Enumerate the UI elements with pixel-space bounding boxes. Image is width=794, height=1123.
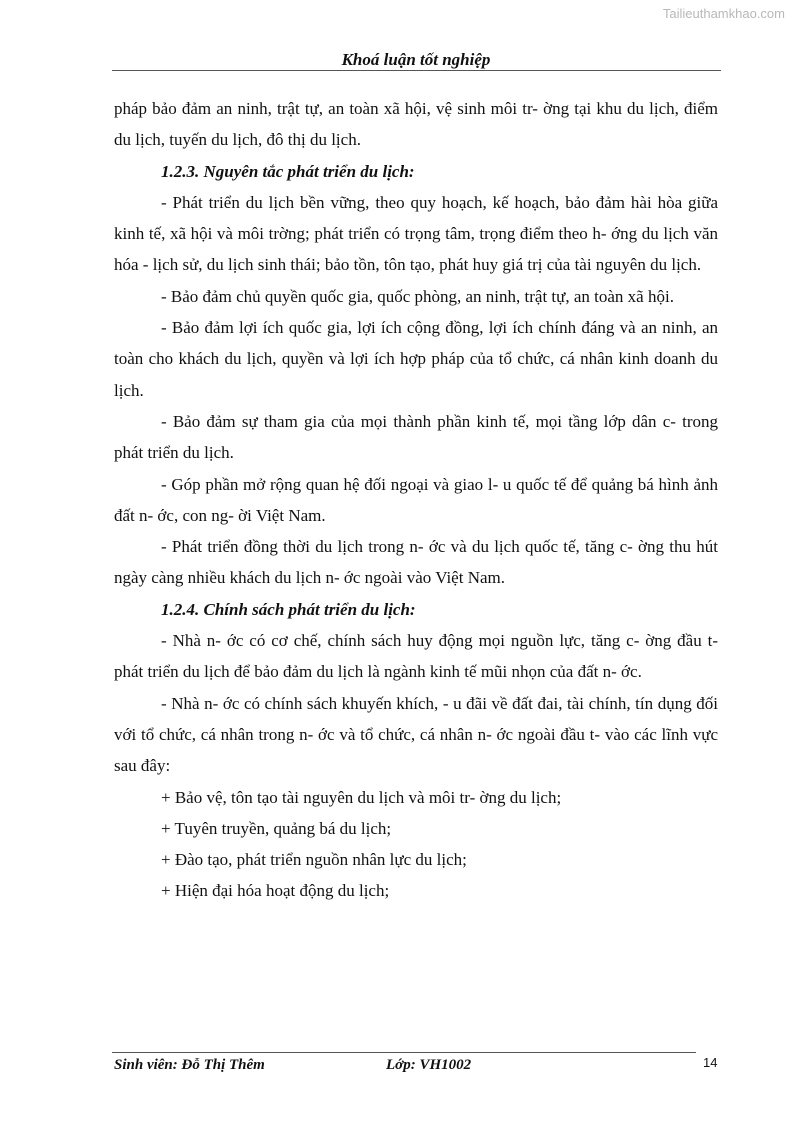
policy-sub-item: + Bảo vệ, tôn tạo tài nguyên du lịch và môi tr- ờng du lịch; <box>161 787 562 807</box>
principle-item: - Bảo đảm sự tham gia của mọi thành phần kinh tế, mọi tầng lớp dân c- trong phát triển du lịch. <box>114 411 718 463</box>
footer-class: Lớp: VH1002 <box>386 1057 472 1073</box>
section-heading-1-2-4: 1.2.4. Chính sách phát triển du lịch: <box>161 599 416 619</box>
watermark: Tailieuthamkhao.com <box>662 6 785 21</box>
page-number: 14 <box>703 1055 718 1070</box>
principle-item: - Góp phần mở rộng quan hệ đối ngoại và giao l- u quốc tế để quảng bá hình ảnh đất n- ớc, con ng- ời Việt Nam. <box>114 474 718 525</box>
footer-divider <box>112 1052 696 1053</box>
footer-student-name: Sinh viên: Đỗ Thị Thêm <box>114 1057 265 1073</box>
principle-item: - Phát triển đồng thời du lịch trong n- ớc và du lịch quốc tế, tăng c- ờng thu hút ngày càng nhiều khách du lịch n- ớc ngoài vào Việt Nam. <box>114 537 718 588</box>
policy-item: - Nhà n- ớc có cơ chế, chính sách huy động mọi nguồn lực, tăng c- ờng đầu t- phát triển du lịch để bảo đảm du lịch là ngành kinh tế mũi nhọn của đất n- ớc. <box>114 631 718 682</box>
policy-sub-item: + Đào tạo, phát triển nguồn nhân lực du lịch; <box>161 850 467 870</box>
document-body <box>114 93 718 907</box>
section-heading-1-2-3: 1.2.3. Nguyên tắc phát triển du lịch: <box>161 161 415 181</box>
policy-sub-item: + Tuyên truyền, quảng bá du lịch; <box>161 818 392 838</box>
policy-item: - Nhà n- ớc có chính sách khuyến khích, - u đãi về đất đai, tài chính, tín dụng đối với tổ chức, cá nhân trong n- ớc và tổ chức, cá nhân n- ớc ngoài đầu t- vào các lĩnh vực sau đây: <box>114 693 718 776</box>
page-header-title: Khoá luận tốt nghiệp <box>341 50 491 69</box>
paragraph-continuation: pháp bảo đảm an ninh, trật tự, an toàn xã hội, vệ sinh môi tr- ờng tại khu du lịch, điểm du lịch, tuyến du lịch, đô thị du lịch. <box>114 99 718 150</box>
policy-sub-item: + Hiện đại hóa hoạt động du lịch; <box>161 881 390 901</box>
principle-item: - Phát triển du lịch bền vững, theo quy hoạch, kế hoạch, bảo đảm hài hòa giữa kinh tế, xã hội và môi trờng; phát triển có trọng tâm, trọng điểm theo h- ớng du lịch văn hóa - lịch sử, du lịch sinh thái; bảo tồn, tôn tạo, phát huy giá trị của tài nguyên du lịch. <box>114 192 718 275</box>
principle-item: - Bảo đảm chủ quyền quốc gia, quốc phòng, an ninh, trật tự, an toàn xã hội. <box>161 286 674 306</box>
principle-item: - Bảo đảm lợi ích quốc gia, lợi ích cộng đồng, lợi ích chính đáng và an ninh, an toàn cho khách du lịch, quyền và lợi ích hợp pháp của tổ chức, cá nhân kinh doanh du lịch. <box>114 318 718 400</box>
header-divider <box>112 70 721 71</box>
